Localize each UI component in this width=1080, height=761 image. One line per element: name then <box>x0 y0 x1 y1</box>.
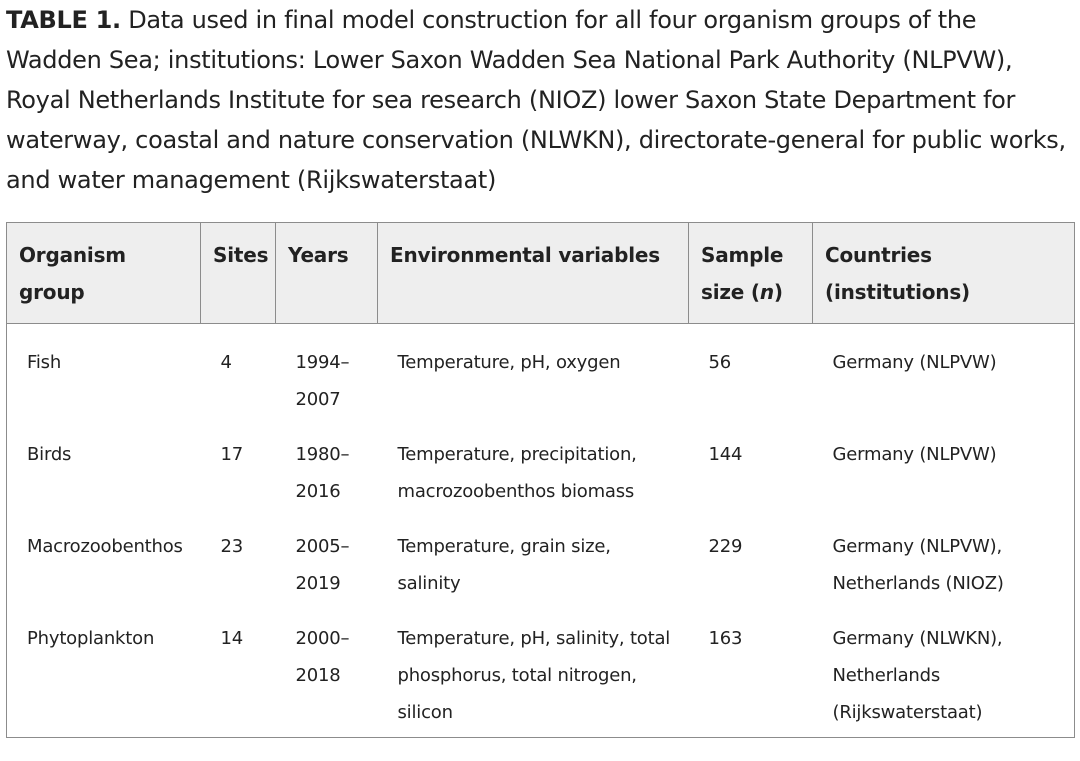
header-sample-suffix: ) <box>773 280 783 304</box>
cell-years-start: 2005– <box>295 536 350 557</box>
table-caption-label: TABLE 1. <box>6 6 121 34</box>
header-sample-prefix: size ( <box>701 280 760 304</box>
cell-env-line2: macrozoobenthos biomass <box>397 481 635 502</box>
header-years <box>276 223 378 324</box>
cell-years-end: 2016 <box>295 481 341 502</box>
header-countries-line2: (institutions) <box>825 280 970 304</box>
table-header-row <box>7 223 1075 324</box>
cell-countries <box>813 602 1075 738</box>
table-caption-text: Data used in final model construction for all four organism groups of the Wadden Sea; institutions: Lower Saxon Wadden Sea National Park Authority (NLPVW), Royal Netherlands Institute for sea research (NIOZ) lower Saxon State Department for waterway, coastal and nature conservation (NLWKN), directorate-general for public works, and water management (Rijkswaterstaat) <box>6 6 1066 194</box>
cell-sites: 4 <box>220 352 232 373</box>
cell-organism: Phytoplankton <box>7 602 201 738</box>
header-env-label: Environmental variables <box>390 243 660 267</box>
cell-countries <box>813 418 1075 510</box>
cell-env <box>378 418 689 510</box>
cell-env <box>378 602 689 738</box>
cell-years <box>276 510 378 602</box>
cell-env-line1: Temperature, precipitation, <box>397 444 637 465</box>
cell-years-start: 1994– <box>295 352 350 373</box>
table-row-birds <box>7 418 1075 510</box>
cell-countries-line3: (Rijkswaterstaat) <box>832 702 983 723</box>
header-sites-label: Sites <box>213 243 269 267</box>
cell-env-line1: Temperature, pH, salinity, total <box>397 628 671 649</box>
cell-years-start: 2000– <box>295 628 350 649</box>
cell-years <box>276 418 378 510</box>
cell-years-end: 2007 <box>295 389 341 410</box>
cell-countries-line2: Netherlands (NIOZ) <box>832 573 1004 594</box>
cell-countries-line1: Germany (NLPVW) <box>832 444 997 465</box>
cell-countries <box>813 324 1075 419</box>
cell-env-line1: Temperature, pH, oxygen <box>397 352 621 373</box>
table-row-macrozoobenthos <box>7 510 1075 602</box>
cell-sites: 14 <box>201 602 276 738</box>
header-organism-group <box>7 223 201 324</box>
cell-countries-line2: Netherlands <box>832 665 941 686</box>
header-sample-line2 <box>701 274 800 311</box>
cell-sample-size: 56 <box>708 352 732 373</box>
data-table <box>6 222 1075 738</box>
cell-organism: Fish <box>7 324 201 419</box>
cell-sample-size: 163 <box>689 602 813 738</box>
table-row-fish <box>7 324 1075 419</box>
header-environmental-variables <box>378 223 689 324</box>
header-sample-line1: Sample <box>701 243 784 267</box>
cell-env-line2: salinity <box>397 573 461 594</box>
header-sites <box>201 223 276 324</box>
cell-countries <box>813 510 1075 602</box>
table-caption <box>6 0 1074 200</box>
cell-env-line1: Temperature, grain size, <box>397 536 611 557</box>
header-organism-line2: group <box>19 280 85 304</box>
header-countries <box>813 223 1075 324</box>
header-organism-line1: Organism <box>19 243 126 267</box>
cell-organism: Macrozoobenthos <box>7 510 201 602</box>
header-sample-n: n <box>759 280 774 304</box>
cell-sample-size: 229 <box>708 536 743 557</box>
cell-sample-size: 144 <box>708 444 743 465</box>
cell-countries-line1: Germany (NLPVW) <box>832 352 997 373</box>
cell-years <box>276 602 378 738</box>
cell-sites: 23 <box>220 536 244 557</box>
cell-countries-line1: Germany (NLWKN), <box>832 628 1003 649</box>
cell-years-end: 2019 <box>295 573 341 594</box>
cell-organism: Birds <box>7 418 201 510</box>
cell-env <box>378 324 689 419</box>
cell-years <box>276 324 378 419</box>
cell-years-start: 1980– <box>295 444 350 465</box>
cell-countries-line1: Germany (NLPVW), <box>832 536 1002 557</box>
cell-env-line2: phosphorus, total nitrogen, <box>397 665 637 686</box>
header-years-label: Years <box>288 243 349 267</box>
cell-env <box>378 510 689 602</box>
cell-env-line3: silicon <box>397 702 453 723</box>
cell-years-end: 2018 <box>295 665 341 686</box>
header-countries-line1: Countries <box>825 243 932 267</box>
table-row-phytoplankton <box>7 602 1075 738</box>
header-sample-size <box>689 223 813 324</box>
cell-sites: 17 <box>220 444 244 465</box>
